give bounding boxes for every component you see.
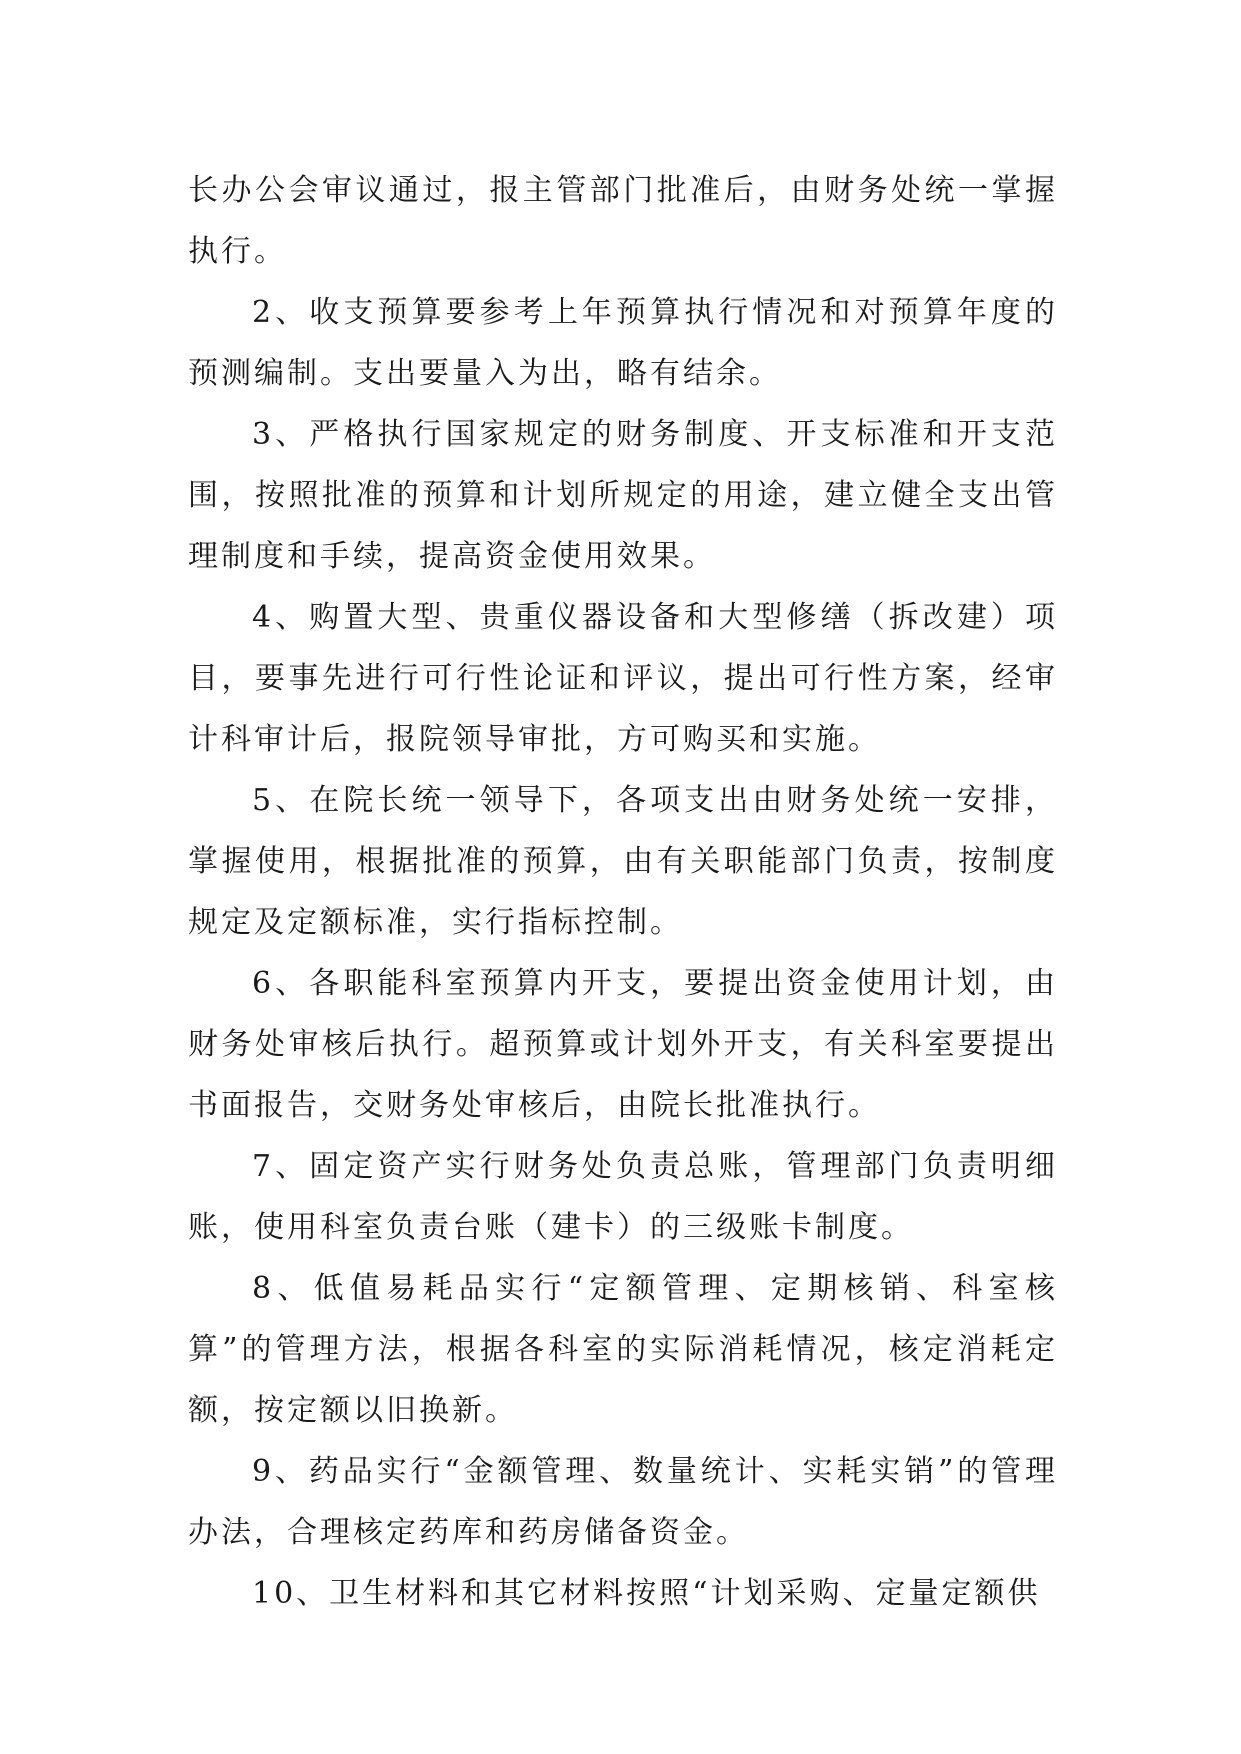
paragraph-item-5: 5、在院长统一领导下，各项支出由财务处统一安排，掌握使用，根据批准的预算，由有关职能部门负责，按制度规定及定额标准，实行指标控制。 <box>188 783 1058 940</box>
paragraph-item-7: 7、固定资产实行财务处负责总账，管理部门负责明细账，使用科室负责台账（建卡）的三级账卡制度。 <box>188 1149 1058 1245</box>
paragraph-item-3: 3、严格执行国家规定的财务制度、开支标准和开支范围，按照批准的预算和计划所规定的用途，建立健全支出管理制度和手续，提高资金使用效果。 <box>188 417 1058 574</box>
paragraph-item-4: 4、购置大型、贵重仪器设备和大型修缮（拆改建）项目，要事先进行可行性论证和评议，提出可行性方案，经审计科审计后，报院领导审批，方可购买和实施。 <box>188 600 1058 757</box>
paragraph-continuation: 长办公会审议通过，报主管部门批准后，由财务处统一掌握执行。 <box>188 173 1058 269</box>
paragraph-item-8: 8、低值易耗品实行“定额管理、定期核销、科室核算”的管理方法，根据各科室的实际消耗情况，核定消耗定额，按定额以旧换新。 <box>188 1271 1058 1428</box>
paragraph-item-2: 2、收支预算要参考上年预算执行情况和对预算年度的预测编制。支出要量入为出，略有结余。 <box>188 295 1058 391</box>
paragraph-item-10: 10、卫生材料和其它材料按照“计划采购、定量定额供 <box>252 1576 1041 1611</box>
document-body <box>188 160 1058 1624</box>
paragraph-item-9: 9、药品实行“金额管理、数量统计、实耗实销”的管理办法，合理核定药库和药房储备资金。 <box>188 1454 1058 1550</box>
paragraph-item-6: 6、各职能科室预算内开支，要提出资金使用计划，由财务处审核后执行。超预算或计划外开支，有关科室要提出书面报告，交财务处审核后，由院长批准执行。 <box>188 966 1058 1123</box>
